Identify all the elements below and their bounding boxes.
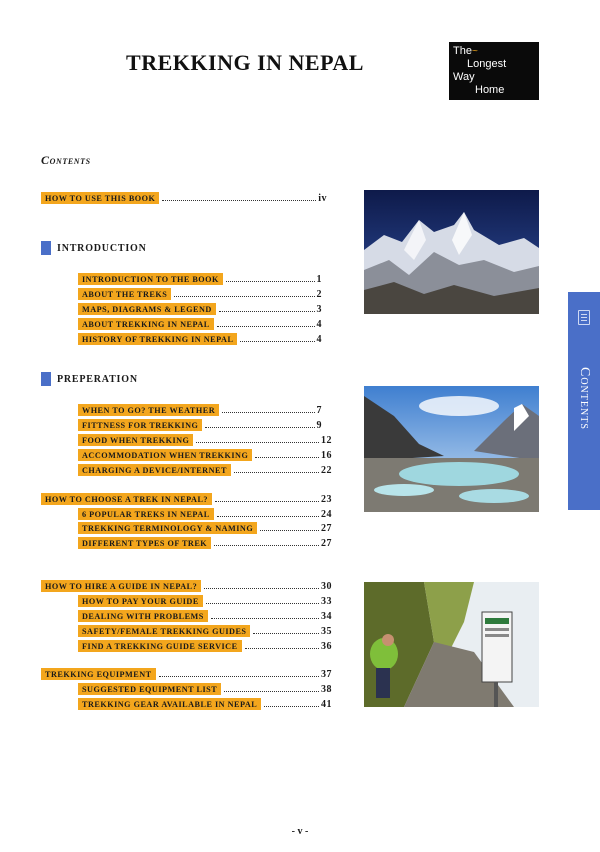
toc-page-number: 7 [316, 405, 322, 416]
toc-entry[interactable] [78, 464, 332, 476]
toc-entry[interactable] [78, 625, 332, 637]
logo-line-2: Longest [467, 58, 507, 70]
toc-leader [240, 340, 314, 342]
toc-leader [219, 310, 315, 312]
toc-entry[interactable] [78, 698, 332, 710]
toc-leader [234, 471, 319, 473]
toc-entry-label: HOW TO CHOOSE A TREK IN NEPAL? [41, 493, 212, 505]
toc-page-number: 35 [321, 626, 332, 637]
toc-page-number: 33 [321, 596, 332, 607]
section-title: INTRODUCTION [57, 242, 147, 254]
toc-entry-label: HOW TO HIRE A GUIDE IN NEPAL? [41, 580, 201, 592]
toc-page-number: 2 [316, 289, 322, 300]
toc-entry-label: SAFETY/FEMALE TREKKING GUIDES [78, 625, 250, 637]
toc-leader [196, 441, 319, 443]
toc-entry-label: FITTNESS FOR TREKKING [78, 419, 202, 431]
toc-leader [217, 515, 319, 517]
toc-page-number: 36 [321, 641, 332, 652]
toc-entry[interactable] [78, 610, 332, 622]
glacier-lake-photo [364, 386, 539, 512]
side-tab-label: Contents [577, 367, 592, 430]
page-number: - v - [291, 826, 309, 837]
toc-entry-label: ABOUT THE TREKS [78, 288, 171, 300]
toc-entry-label: TREKKING EQUIPMENT [41, 668, 156, 680]
toc-entry[interactable] [78, 595, 332, 607]
toc-entry-label: ACCOMMODATION WHEN TREKKING [78, 449, 252, 461]
toc-leader [260, 529, 319, 531]
section-marker [41, 241, 51, 255]
toc-entry-label: HOW TO USE THIS BOOK [41, 192, 159, 204]
trekker-trail-photo [364, 582, 539, 707]
toc-entry[interactable] [78, 683, 332, 695]
toc-page-number: 24 [321, 509, 332, 520]
toc-page-number: 23 [321, 494, 332, 505]
toc-entry-label: CHARGING A DEVICE/INTERNET [78, 464, 231, 476]
toc-entry-label: DEALING WITH PROBLEMS [78, 610, 208, 622]
toc-entry-label: FOOD WHEN TREKKING [78, 434, 193, 446]
toc-leader [206, 602, 319, 604]
toc-page-number: iv [318, 193, 327, 204]
toc-entry[interactable] [78, 419, 322, 431]
toc-entry[interactable] [78, 404, 322, 416]
toc-entry-label: ABOUT TREKKING IN NEPAL [78, 318, 214, 330]
toc-leader [159, 675, 319, 677]
section-preperation [41, 372, 138, 386]
toc-entry[interactable] [78, 434, 332, 446]
toc-entry[interactable] [78, 273, 322, 285]
section-marker [41, 372, 51, 386]
toc-leader [224, 690, 319, 692]
toc-entry[interactable] [78, 318, 322, 330]
toc-page-number: 9 [316, 420, 322, 431]
toc-entry-label: TREKKING TERMINOLOGY & NAMING [78, 522, 257, 534]
toc-page-number: 30 [321, 581, 332, 592]
logo-line-4: Home [475, 84, 505, 96]
toc-page-number: 34 [321, 611, 332, 622]
toc-leader [204, 587, 319, 589]
logo [449, 42, 539, 100]
toc-entry[interactable] [78, 449, 332, 461]
toc-leader [226, 280, 315, 282]
toc-page-number: 12 [321, 435, 332, 446]
toc-entry-label: SUGGESTED EQUIPMENT LIST [78, 683, 221, 695]
toc-page-number: 38 [321, 684, 332, 695]
section-introduction [41, 241, 147, 255]
toc-entry-label: INTRODUCTION TO THE BOOK [78, 273, 223, 285]
toc-leader [245, 647, 319, 649]
toc-entry-label: TREKKING GEAR AVAILABLE IN NEPAL [78, 698, 261, 710]
logo-line-3: Way [453, 71, 475, 83]
toc-entry[interactable] [78, 303, 322, 315]
toc-page-number: 4 [316, 334, 322, 345]
toc-page-number: 1 [316, 274, 322, 285]
toc-entry-hire-guide[interactable] [41, 580, 332, 592]
page-title: TREKKING IN NEPAL [126, 50, 364, 75]
document-icon [578, 310, 590, 325]
toc-leader [205, 426, 314, 428]
toc-page-number: 22 [321, 465, 332, 476]
logo-line-1: The~ [453, 45, 478, 57]
toc-entry-label: DIFFERENT TYPES OF TREK [78, 537, 211, 549]
toc-leader [211, 617, 319, 619]
toc-entry-label: FIND A TREKKING GUIDE SERVICE [78, 640, 242, 652]
logo-word-the: The [453, 45, 472, 57]
toc-entry[interactable] [78, 508, 332, 520]
toc-entry-label: 6 POPULAR TREKS IN NEPAL [78, 508, 214, 520]
toc-entry[interactable] [78, 522, 332, 534]
toc-page-number: 27 [321, 523, 332, 534]
toc-entry-trekking-equipment[interactable] [41, 668, 332, 680]
contents-heading: Contents [41, 153, 91, 167]
toc-entry-choose-trek[interactable] [41, 493, 332, 505]
toc-page-number: 16 [321, 450, 332, 461]
toc-leader [222, 411, 314, 413]
everest-photo [364, 190, 539, 314]
toc-entry[interactable] [78, 288, 322, 300]
toc-entry-label: WHEN TO GO? THE WEATHER [78, 404, 219, 416]
section-title: PREPERATION [57, 373, 138, 385]
toc-leader [174, 295, 314, 297]
toc-page-number: 3 [316, 304, 322, 315]
toc-entry-how-to-use[interactable] [41, 192, 327, 204]
toc-entry[interactable] [78, 537, 332, 549]
toc-leader [162, 199, 316, 201]
toc-leader [264, 705, 319, 707]
toc-page-number: 41 [321, 699, 332, 710]
toc-leader [255, 456, 319, 458]
toc-leader [253, 632, 319, 634]
toc-entry[interactable] [78, 333, 322, 345]
toc-entry-label: HISTORY OF TREKKING IN NEPAL [78, 333, 237, 345]
toc-page-number: 4 [316, 319, 322, 330]
toc-entry[interactable] [78, 640, 332, 652]
toc-leader [217, 325, 315, 327]
toc-page-number: 27 [321, 538, 332, 549]
toc-page-number: 37 [321, 669, 332, 680]
toc-leader [215, 500, 319, 502]
toc-entry-label: HOW TO PAY YOUR GUIDE [78, 595, 203, 607]
toc-leader [214, 544, 319, 546]
toc-entry-label: MAPS, DIAGRAMS & LEGEND [78, 303, 216, 315]
contents-side-tab[interactable] [568, 292, 600, 510]
